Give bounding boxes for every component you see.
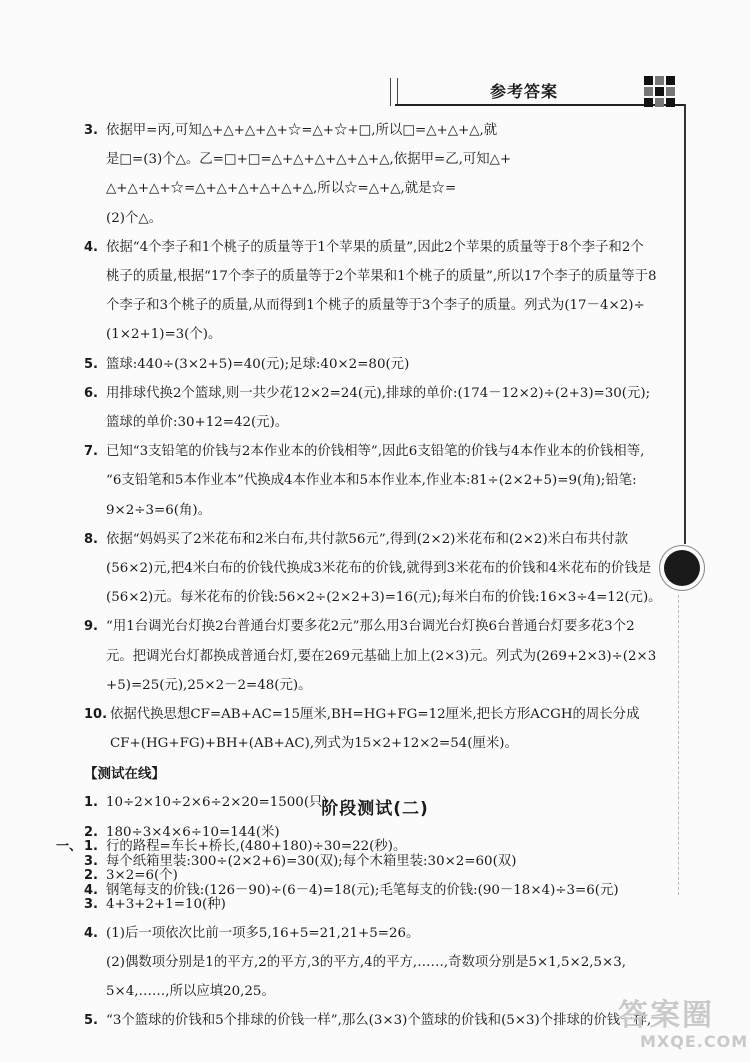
chapter-item-1	[56, 832, 686, 861]
chapter-item-5	[56, 1006, 686, 1035]
answer-number: 4.	[84, 239, 98, 255]
answer-line: (2)个△。	[106, 210, 163, 226]
answer-line: 篮球的单价:30+12=42(元)。	[106, 415, 289, 431]
chapter-number: 1.	[84, 839, 98, 854]
chapter-title: 阶段测试(二)	[321, 799, 429, 819]
answer-item-5	[84, 350, 684, 379]
answer-line: △+△+△+☆=△+△+△+△+△+△,所以☆=△+△,就是☆=	[106, 181, 457, 197]
answer-line: 用排球代换2个篮球,则一共少花12×2=24(元),排球的单价:(174－12×2)÷(2+3)=30(元);	[106, 385, 651, 401]
chapter-item-2	[56, 861, 686, 890]
chapter-item-4	[56, 919, 686, 1006]
chapter-number: 3.	[84, 897, 98, 912]
answer-line: CF+(HG+FG)+BH+(AB+AC),列式为15×2+12×2=54(厘米)。	[110, 736, 518, 752]
answer-line: “6支铅笔和5本作业本”代换成4本作业本和5本作业本,作业本:81÷(2×2+5)=9(角);铅笔:	[106, 473, 637, 489]
section-label-test-online: 【测试在线】	[84, 766, 165, 783]
answer-number: 5.	[84, 356, 98, 372]
answer-line: 依据“4个李子和1个桃子的质量等于1个苹果的质量”,因此2个苹果的质量等于8个李子和2个	[106, 239, 644, 255]
watermark-logo	[600, 990, 750, 1060]
answer-number: 3.	[84, 123, 98, 138]
answer-line: (56×2)元。每米花布的价钱:56×2÷(2×2+3)=16(元);每米白布的价钱:16×3÷4=12(元)。	[106, 590, 662, 606]
answer-line: (56×2)元,把4米白布的价钱代换成3米花布的价钱,就得到3米花布的价钱和4米花布的价钱是	[106, 561, 652, 577]
answer-item-9	[84, 612, 684, 700]
test-number: 2.	[84, 824, 98, 840]
header-underline	[395, 104, 685, 106]
test-line: 10÷2×10÷2×6÷2×20=1500(只)	[106, 795, 328, 811]
chapter-number: 4.	[84, 926, 98, 941]
test-number: 3.	[84, 853, 98, 869]
answer-line: 依据代换思想CF=AB+AC=15厘米,BH=HG+FG=12厘米,把长方形ACGH的周长分成	[110, 707, 640, 723]
answer-item-7	[84, 437, 684, 525]
answer-line: (1×2+1)=3(个)。	[106, 327, 222, 343]
answer-number: 10.	[84, 707, 108, 723]
page-header-title: 参考答案	[490, 82, 559, 101]
answers-block	[84, 116, 684, 905]
answer-line: 依据甲=丙,可知△+△+△+△+☆=△+☆+□,所以□=△+△+△,就	[106, 123, 498, 138]
answer-line: 是□=(3)个△。乙=□+□=△+△+△+△+△+△,依据甲=乙,可知△+	[106, 152, 512, 168]
side-rule	[684, 104, 686, 544]
answer-line: 9×2÷3=6(角)。	[106, 502, 211, 518]
chapter-line: 5×4,……,所以应填20,25。	[106, 984, 275, 999]
answer-number: 8.	[84, 531, 98, 547]
test-line: 每个纸箱里装:300÷(2×2+6)=30(双);每个木箱里装:30×2=60(双)	[106, 853, 517, 869]
answer-line: 依据“妈妈买了2米花布和2米白布,共付款56元”,得到(2×2)米花布和(2×2)米白布共付款	[106, 531, 629, 547]
answer-line: “用1台调光台灯换2台普通台灯要多花2元”那么用3台调光台灯换6台普通台灯要多花3个2	[106, 619, 635, 635]
answer-item-6	[84, 379, 684, 437]
answer-item-3	[84, 116, 684, 233]
answer-number: 9.	[84, 619, 98, 635]
chapter-line: (2)偶数项分别是1的平方,2的平方,3的平方,4的平方,……,奇数项分别是5×1,5×2,5×3,	[106, 955, 627, 970]
answer-line: 篮球:440÷(3×2+5)=40(元);足球:40×2=80(元)	[106, 356, 410, 372]
answer-number: 7.	[84, 444, 98, 460]
chapter-line: 行的路程=车长+桥长,(480+180)÷30=22(秒)。	[106, 839, 407, 854]
test-line: 钢笔每支的价钱:(126－90)÷(6－4)=18(元);毛笔每支的价钱:(90－18×4)÷3=6(元)	[106, 883, 619, 899]
answer-item-8	[84, 525, 684, 613]
header-decoration-icon	[644, 76, 682, 108]
chapter-item-3	[56, 890, 686, 919]
answer-line: 已知“3支铅笔的价钱与2本作业本的价钱相等”,因此6支铅笔的价钱与4本作业本的价钱相等,	[106, 444, 645, 460]
chapter-line: “3个篮球的价钱和5个排球的价钱一样”,那么(3×3)个篮球的价钱和(5×3)个排球的价钱一样,	[106, 1013, 652, 1028]
chapter-line: 3×2=6(个)	[106, 868, 178, 883]
section-prefix: 一、	[56, 839, 83, 854]
test-number: 1.	[84, 795, 98, 811]
test-line: 180÷3×4×6÷10=144(米)	[106, 824, 280, 840]
chapter-number: 5.	[84, 1013, 98, 1028]
answer-line: +5)=25(元),25×2－2=48(元)。	[106, 677, 312, 693]
answer-number: 6.	[84, 385, 98, 401]
answer-line: 元。把调光台灯都换成普通台灯,要在269元基础上加上(2×3)元。列式为(269+2×3)÷(2×3	[106, 648, 657, 664]
answer-line: 个李子和3个桃子的质量,从而得到1个桃子的质量等于3个李子的质量。列式为(17－4×2)÷	[106, 298, 645, 314]
header-rule	[390, 78, 398, 106]
chapter-number: 2.	[84, 868, 98, 883]
watermark-main: 答案圈	[618, 998, 714, 1033]
answer-item-4	[84, 233, 684, 350]
test-number: 4.	[84, 883, 98, 899]
watermark-sub: MXQE.COM	[640, 1032, 749, 1051]
chapter-answers	[56, 832, 686, 1035]
chapter-line: 4+3+2+1=10(种)	[106, 897, 226, 912]
answer-item-10	[84, 700, 684, 758]
chapter-line: (1)后一项依次比前一项多5,16+5=21,21+5=26。	[106, 926, 420, 941]
answer-line: 桃子的质量,根据“17个李子的质量等于2个苹果和1个桃子的质量”,所以17个李子的质量等于8	[106, 269, 657, 285]
